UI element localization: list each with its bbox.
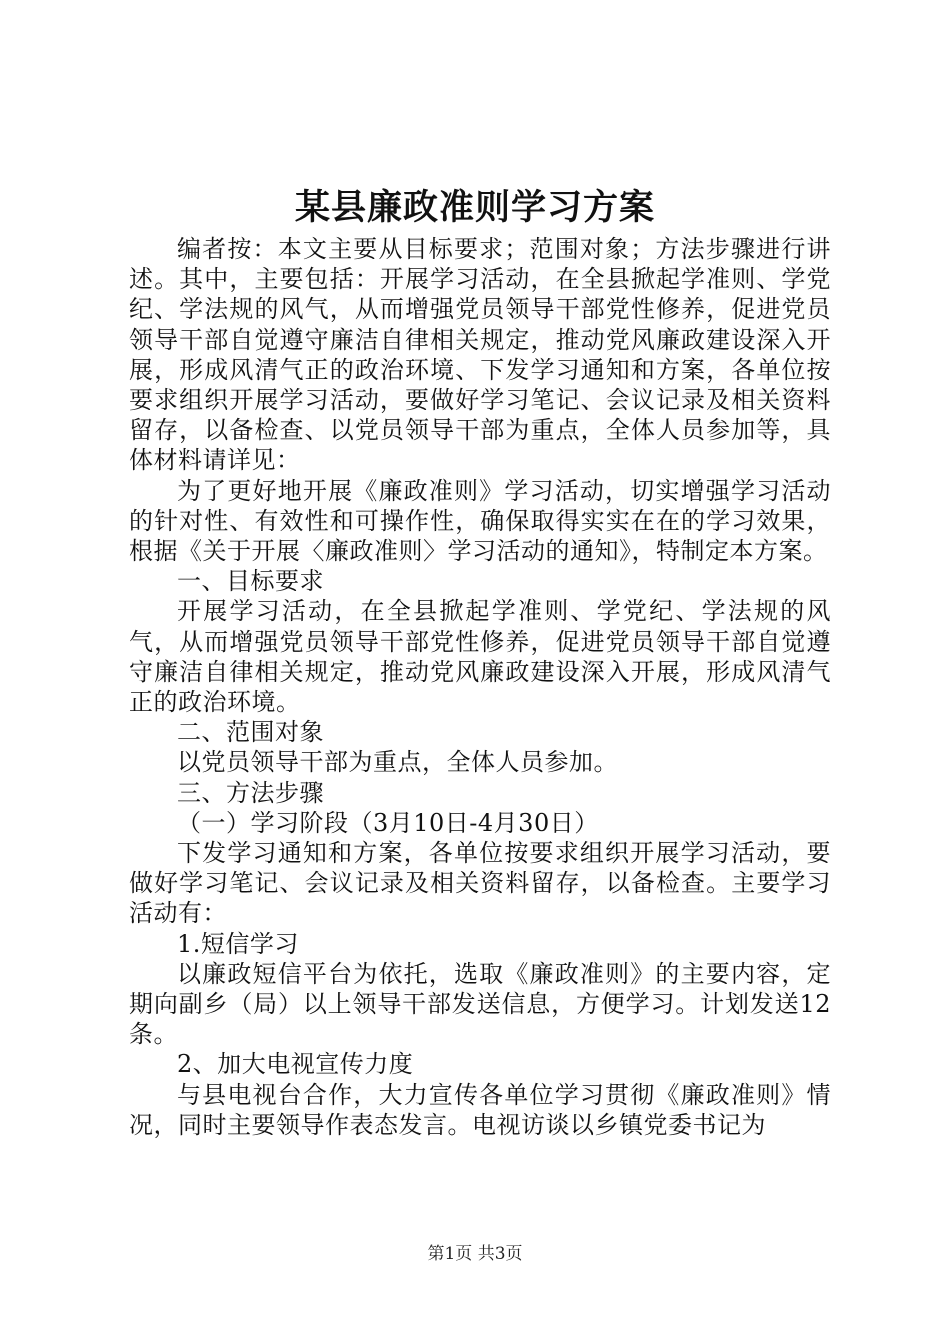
item-heading-tv-publicity: 2、加大电视宣传力度 bbox=[177, 1050, 414, 1079]
section-heading-scope: 二、范围对象 bbox=[177, 718, 324, 747]
tv-publicity-paragraph: 与县电视台合作，大力宣传各单位学习贯彻《廉政准则》情况，同时主要领导作表态发言。电视访谈以乡镇党委书记为 bbox=[129, 1080, 831, 1139]
scope-paragraph: 以党员领导干部为重点，全体人员参加。 bbox=[177, 748, 618, 777]
sms-study-paragraph: 以廉政短信平台为依托，选取《廉政准则》的主要内容，定期向副乡（局）以上领导干部发送信息，方便学习。计划发送12条。 bbox=[129, 959, 831, 1049]
document-title: 某县廉政准则学习方案 bbox=[294, 187, 655, 228]
section-heading-methods: 三、方法步骤 bbox=[177, 778, 324, 807]
page-footer: 第1页 共3页 bbox=[427, 1244, 523, 1264]
goals-paragraph: 开展学习活动，在全县掀起学准则、学党纪、学法规的风气，从而增强党员领导干部党性修养，促进党员领导干部自觉遵守廉洁自律相关规定，推动党风廉政建设深入开展，形成风清气正的政治环境。 bbox=[129, 597, 831, 717]
document-body bbox=[129, 234, 831, 1140]
section-heading-goals: 一、目标要求 bbox=[177, 567, 324, 596]
subsection-heading-study-phase: （一）学习阶段（3月10日-4月30日） bbox=[177, 808, 599, 837]
intro-paragraph: 为了更好地开展《廉政准则》学习活动，切实增强学习活动的针对性、有效性和可操作性，确保取得实实在在的学习效果，根据《关于开展〈廉政准则〉学习活动的通知》，特制定本方案。 bbox=[129, 476, 831, 566]
item-heading-sms-study: 1.短信学习 bbox=[177, 929, 299, 958]
editor-note-paragraph: 编者按：本文主要从目标要求；范围对象；方法步骤进行讲述。其中，主要包括：开展学习活动，在全县掀起学准则、学党纪、学法规的风气，从而增强党员领导干部党性修养，促进党员领导干部自觉遵守廉洁自律相关规定，推动党风廉政建设深入开展，形成风清气正的政治环境、下发学习通知和方案，各单位按要求组织开展学习活动，要做好学习笔记、会议记录及相关资料留存，以备检查、以党员领导干部为重点，全体人员参加等，具体材料请详见： bbox=[129, 235, 831, 475]
study-phase-paragraph: 下发学习通知和方案，各单位按要求组织开展学习活动，要做好学习笔记、会议记录及相关资料留存，以备检查。主要学习活动有： bbox=[129, 839, 831, 928]
